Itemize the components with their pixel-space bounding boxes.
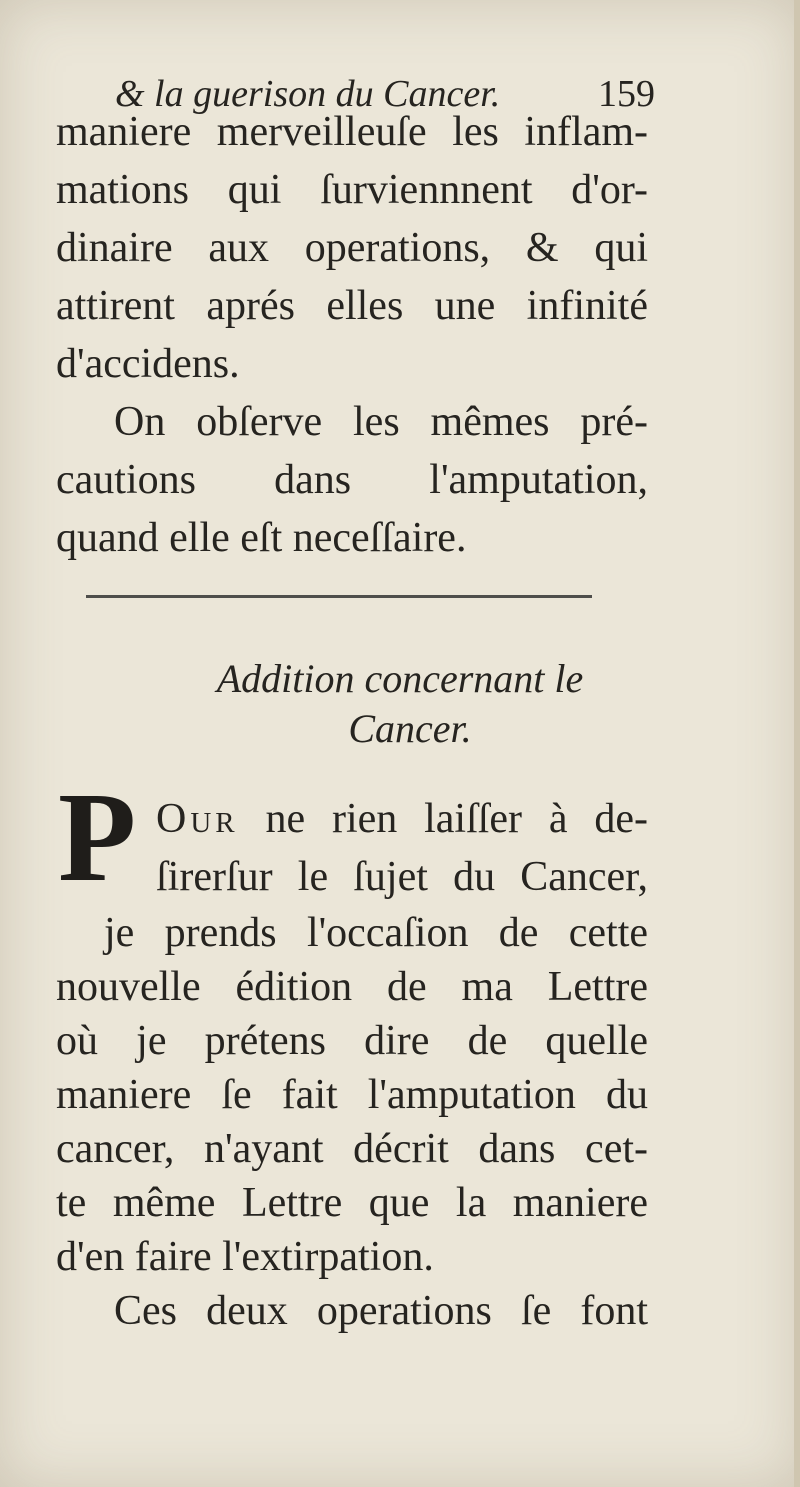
text-line: je prends l'occaſion de cette [104,910,648,956]
text-line: d'en faire l'extirpation. [56,1234,434,1280]
running-title: & la guerison du Cancer. [115,73,501,115]
drop-cap: P [58,766,137,908]
text-line: dinaire aux operations, & qui [56,225,648,271]
section-title-continued: Cancer. [348,706,472,751]
text-line: quand elle eſt neceſſaire. [56,515,467,561]
text-line: On obſerve les mêmes pré- [114,399,648,445]
first-line-rest: ne rien laiſſer à de- [265,796,648,842]
text-line: mations qui ſurviennnent d'or- [56,167,648,213]
text-line: où je prétens dire de quelle [56,1018,648,1064]
text-line: nouvelle édition de ma Lettre [56,964,648,1010]
text-line-first [156,795,648,843]
text-line: d'accidens. [56,341,240,387]
text-line: cautions dans l'amputation, [56,457,648,503]
text-line: ſirerſur le ſujet du Cancer, [156,854,648,900]
text-line: attirent aprés elles une infinité [56,283,648,329]
page-number: 159 [598,73,655,115]
text-line: maniere merveilleuſe les inflam- [56,109,648,155]
text-line: cancer, n'ayant décrit dans cet- [56,1126,648,1172]
text-line: te même Lettre que la maniere [56,1180,648,1226]
section-title: Addition concernant le [216,656,584,701]
section-divider [86,595,592,598]
first-word: Our [156,796,239,842]
text-line: Ces deux operations ſe font [114,1288,648,1334]
text-line: maniere ſe fait l'amputation du [56,1072,648,1118]
